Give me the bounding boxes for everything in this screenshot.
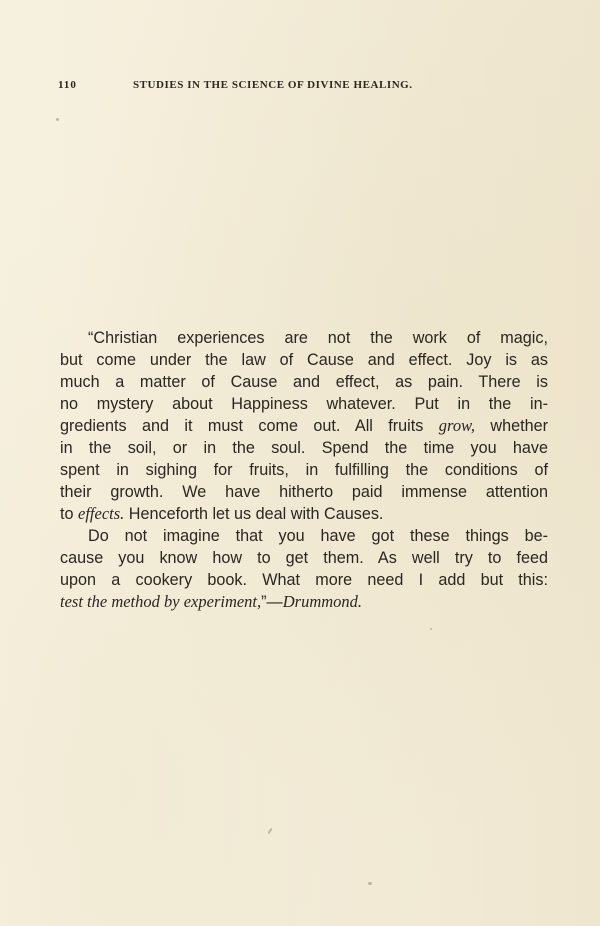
text-line: to effects. Henceforth let us deal with Causes.: [60, 504, 384, 523]
text-line: in the soil, or in the soul. Spend the time you have: [60, 439, 548, 457]
paper-speck: [368, 882, 372, 885]
text-line: cause you know how to get them. As well try to feed: [60, 549, 548, 567]
text-line: their growth. We have hitherto paid immense attention: [60, 483, 548, 501]
running-head: STUDIES IN THE SCIENCE OF DIVINE HEALING.: [133, 79, 413, 91]
text-line: “Christian experiences are not the work of magic,: [88, 329, 548, 347]
paper-speck: [267, 828, 272, 834]
italic-word: effects.: [78, 504, 125, 523]
text-line: gredients and it must come out. All fruits grow, whether: [60, 416, 548, 435]
text-line: much a matter of Cause and effect, as pain. There is: [60, 373, 548, 391]
italic-phrase: test the method by experiment,: [60, 592, 262, 611]
text-line: test the method by experiment,”—Drummond.: [60, 592, 363, 611]
text-line: upon a cookery book. What more need I add but this:: [60, 571, 548, 589]
text-line: Do not imagine that you have got these things be-: [88, 527, 548, 545]
attribution: Drummond.: [282, 592, 363, 611]
text-line: no mystery about Happiness whatever. Put in the in-: [60, 395, 548, 413]
paper-speck: [56, 118, 59, 121]
body-text: [60, 327, 548, 613]
page-number: 110: [58, 79, 77, 91]
text-line: spent in sighing for fruits, in fulfilling the conditions of: [60, 461, 548, 479]
text-line: but come under the law of Cause and effect. Joy is as: [60, 351, 548, 369]
paper-speck: [430, 628, 432, 630]
italic-word: grow,: [438, 416, 475, 435]
